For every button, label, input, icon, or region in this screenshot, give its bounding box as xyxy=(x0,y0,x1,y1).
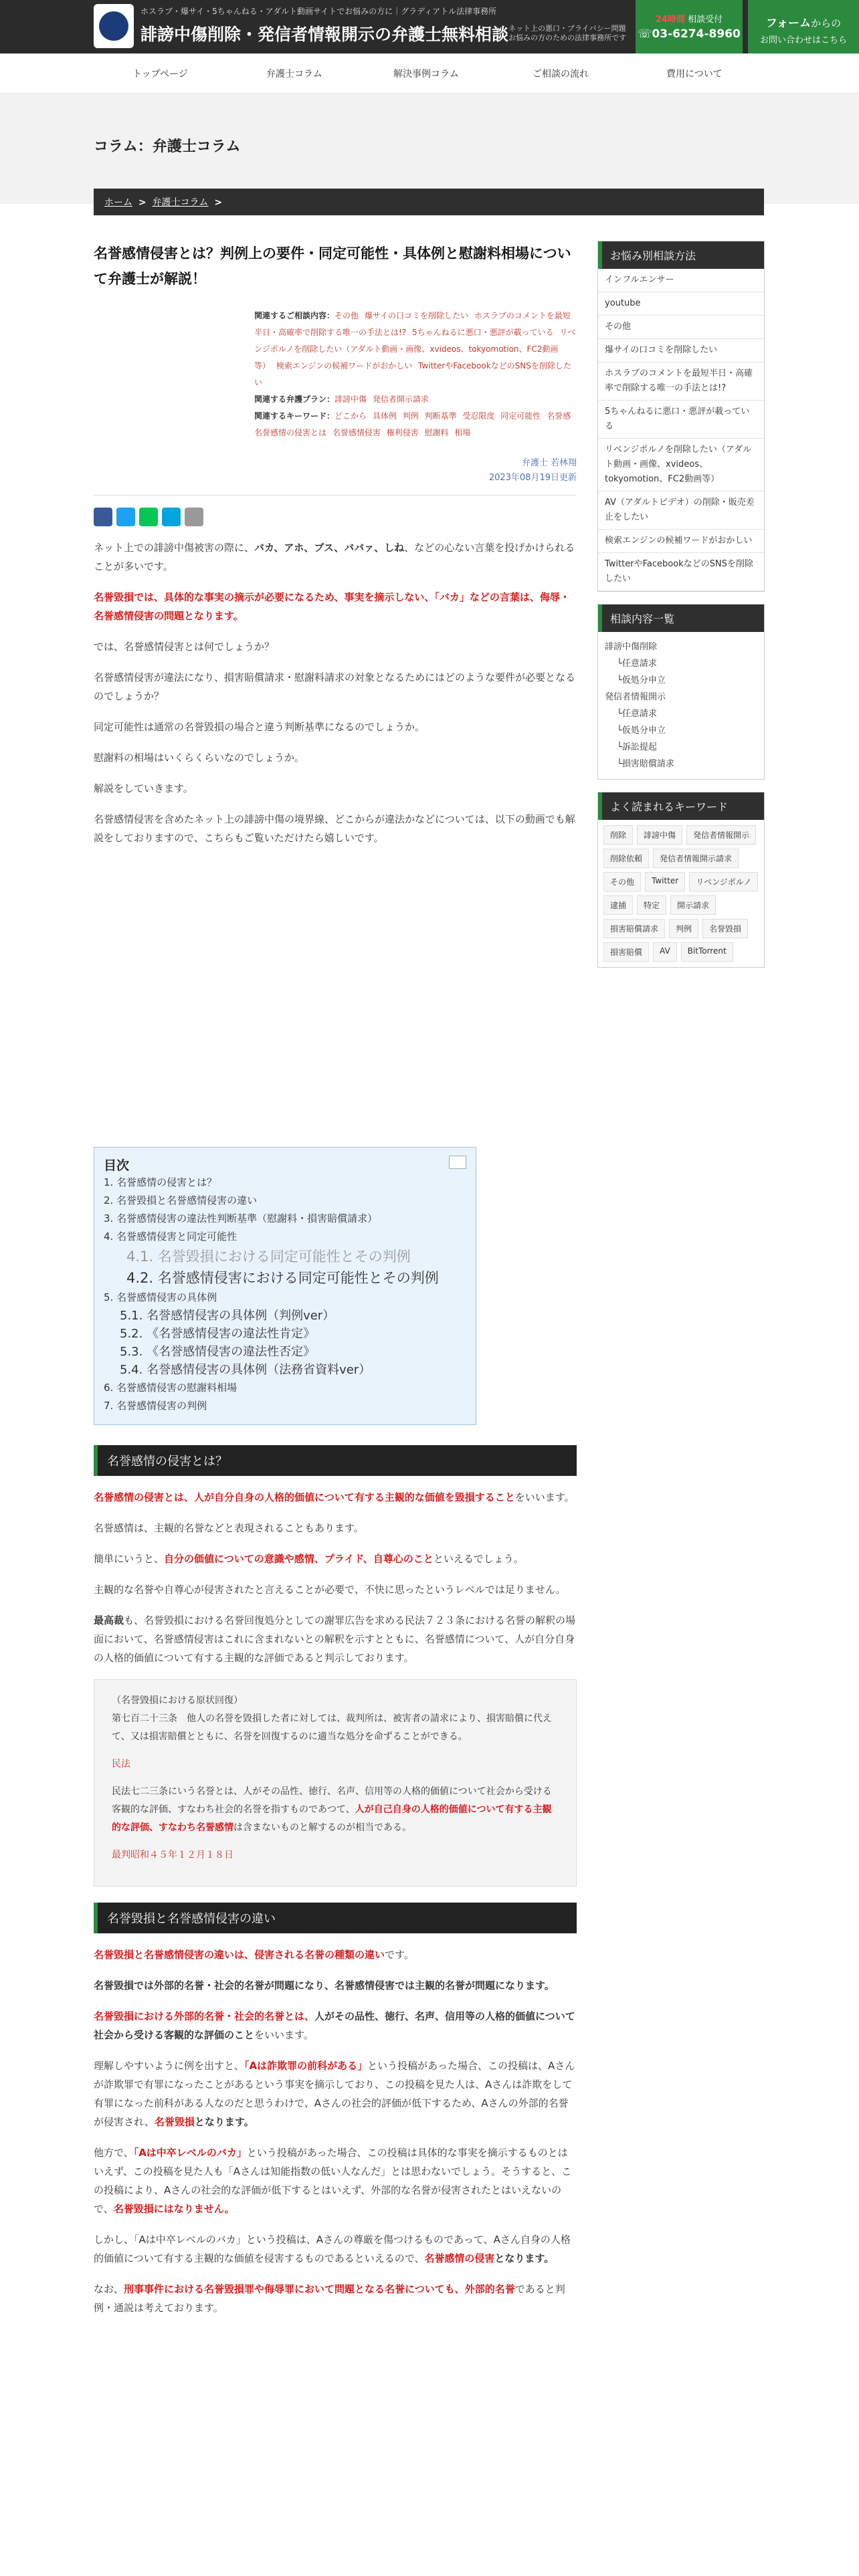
quote-source-link[interactable]: 民法 xyxy=(112,1759,130,1769)
breadcrumb xyxy=(94,189,764,215)
related-keywords-label: 関連するキーワード： xyxy=(254,411,335,421)
intro-paragraph xyxy=(94,668,577,706)
crest-icon xyxy=(99,11,128,41)
s2-p3-tail: をいいます。 xyxy=(254,2029,314,2041)
related-consult-link[interactable]: 検索エンジンの候補ワードがおかしい xyxy=(276,361,413,370)
s2-paragraph-1 xyxy=(94,1945,577,1964)
sidebar-worry-link[interactable]: TwitterやFacebookなどのSNSを削除したい xyxy=(598,553,764,591)
author-info xyxy=(94,456,577,486)
legal-quote xyxy=(94,1679,577,1887)
s1-paragraph-4: 主観的な名誉や自尊心が侵害されたと言えることが必要で、不快に思ったというレベルでは足りません。 xyxy=(94,1584,566,1596)
related-keyword-link[interactable]: どこから xyxy=(335,411,367,421)
sidebar-keywords-title: よく読まれるキーワード xyxy=(598,792,764,820)
s2-p4-emphasis-2: 名誉毀損 xyxy=(154,2116,195,2128)
hatena-bookmark-icon[interactable] xyxy=(162,508,181,526)
article-title: 名誉感情侵害とは？判例上の要件・同定可能性・具体例と慰謝料相場について弁護士が解説！ xyxy=(94,245,571,287)
related-keyword-link[interactable]: 相場 xyxy=(454,428,471,437)
related-keyword-link[interactable]: 慰謝料 xyxy=(424,428,449,437)
page-heading: コラム：弁護士コラム xyxy=(94,138,241,155)
phone-cta-button[interactable] xyxy=(636,0,743,53)
intro-text-a: 慰謝料の相場はいくらくらいなのでしょうか。 xyxy=(94,752,305,764)
keyword-tag[interactable]: 特定 xyxy=(637,895,666,915)
quote-heading: （名誉毀損における原状回復） xyxy=(112,1695,243,1706)
sidebar-worry-link[interactable]: ホスラブのコメントを最短半日・高確率で削除する唯一の手法とは!? xyxy=(598,362,764,401)
toc-item[interactable]: 5.1. 名誉感情侵害の具体例（判例ver） xyxy=(120,1309,335,1323)
keyword-tag[interactable]: 名誉毀損 xyxy=(702,919,748,938)
sidebar-worry-link[interactable]: AV（アダルトビデオ）の削除・販売差止をしたい xyxy=(598,492,764,530)
sidebar-categories-title: 相談内容一覧 xyxy=(598,605,764,632)
toc-item[interactable]: 5. 名誉感情侵害の具体例 xyxy=(104,1291,217,1303)
keyword-tag[interactable]: 削除依頼 xyxy=(603,849,649,868)
intro-paragraph xyxy=(94,538,577,576)
s2-p5-a: 他方で、 xyxy=(94,2147,134,2159)
intro-text-a: では、名誉感情侵害とは何でしょうか？ xyxy=(94,641,275,653)
toc-item[interactable]: 6. 名誉感情侵害の慰謝料相場 xyxy=(104,1382,237,1394)
related-keyword-link[interactable]: 判断基準 xyxy=(424,411,457,421)
intro-text-b: 、などの心ない言葉を投げかけられることが多いです。 xyxy=(94,542,575,572)
phone-number: ☏03-6274-8960 xyxy=(638,27,741,41)
sidebar-category-link[interactable]: 発信者情報開示 xyxy=(605,692,666,702)
toc-toggle-button[interactable] xyxy=(449,1156,466,1169)
s2-p3-bold: 人がその品性、徳行、名声、信用等の人格的価値について社会から受ける客観的な評価のこと xyxy=(94,2010,575,2041)
intro-paragraph xyxy=(94,637,577,656)
related-plan-link[interactable]: 誹謗中傷 xyxy=(335,395,367,404)
sidebar-worries-title: お悩み別相談方法 xyxy=(598,241,764,269)
s1-paragraph-3 xyxy=(94,1549,577,1568)
nav-item-column[interactable]: 弁護士コラム xyxy=(266,69,322,80)
divider xyxy=(94,495,577,496)
related-consult xyxy=(254,308,577,391)
page-heading-band xyxy=(0,94,859,204)
email-share-icon[interactable] xyxy=(185,508,203,526)
s2-p4-c: となります。 xyxy=(194,2116,254,2128)
related-consult-link[interactable]: 5ちゃんねるに悪口・悪評が載っている xyxy=(412,328,554,337)
related-keywords xyxy=(254,408,577,441)
breadcrumb-current[interactable]: 弁護士コラム xyxy=(152,197,209,208)
quote-judgment-a: 民法七二三条にいう名誉とは、人がその品性、徳行、名声、信用等の人格的価値について社会から受ける客観的な評価、すなわち社会的名誉を指すものであつて、 xyxy=(112,1786,552,1815)
s1-p1-emphasis: 名誉感情の侵害とは、人が自分自身の人格的価値について有する主観的な価値を毀損すること xyxy=(94,1491,515,1503)
sidebar-category-link[interactable]: └訴訟提起 xyxy=(617,742,657,752)
sidebar-category-link[interactable]: └仮処分申立 xyxy=(617,726,666,736)
keyword-tag[interactable]: 損害賠償 xyxy=(603,942,649,962)
sidebar-worry-link[interactable]: リベンジポルノを削除したい（アダルト動画・画像、xvideos、tokyomotion、FC2動画等） xyxy=(598,439,764,492)
keyword-tag[interactable]: その他 xyxy=(603,872,641,891)
sidebar-worry-link[interactable]: インフルエンサー xyxy=(598,269,764,292)
keyword-tag[interactable]: 逮捕 xyxy=(603,895,633,915)
s2-paragraph-3 xyxy=(94,2007,577,2044)
contact-form-button[interactable] xyxy=(748,0,859,53)
sidebar-category-link[interactable]: └仮処分申立 xyxy=(617,675,666,685)
s1-p3-a: 簡単にいうと、 xyxy=(94,1553,165,1565)
description-line2: お悩みの方のための法律事務所です xyxy=(508,33,626,42)
related-keyword-link[interactable]: 判例 xyxy=(402,411,419,421)
updated-date: 2023年08月19日更新 xyxy=(488,473,577,483)
author-name[interactable]: 弁護士 若林翔 xyxy=(521,458,577,468)
intro-text-a: 解説をしていきます。 xyxy=(94,782,193,794)
keyword-tag[interactable]: 開示請求 xyxy=(670,895,716,915)
related-plan-label: 関連する弁護プラン： xyxy=(254,395,335,404)
toc-item[interactable]: 1. 名誉感情の侵害とは？ xyxy=(104,1176,217,1188)
related-keyword-link[interactable]: 権利侵害 xyxy=(386,428,419,437)
s2-p4-a: 理解しやすいように例を出すと、 xyxy=(94,2060,245,2072)
s2-p5-b: という投稿があった場合、この投稿は具体的な事実を摘示するものとはいえず、この投稿を見た人も「Aさんは知能指数の低い人なんだ」とは思わないでしょう。そうすると、この投稿により、Aさんの社会的な評価が低下するとはいえず、外部的な名誉が侵害されたとはいえないので、 xyxy=(94,2147,572,2215)
breadcrumb-sep: > xyxy=(138,197,147,208)
s2-p5-emphasis-2: 名誉毀損にはなりません。 xyxy=(113,2203,235,2215)
sidebar-keywords xyxy=(597,792,765,968)
related-keyword-link[interactable]: 同定可能性 xyxy=(500,411,541,421)
section-heading-1: 名誉感情の侵害とは？ xyxy=(94,1445,577,1476)
phone-label-text: 相談受付 xyxy=(688,15,723,25)
keyword-tag[interactable]: 発信者情報開示 xyxy=(686,825,756,845)
intro-bold: バカ、アホ、ブス、ババァ、しね xyxy=(254,542,405,554)
nav-item-flow[interactable]: ご相談の流れ xyxy=(533,69,589,80)
header-description xyxy=(508,24,626,43)
related-plan-link[interactable]: 発信者開示請求 xyxy=(372,395,429,404)
s2-paragraph-7 xyxy=(94,2280,577,2317)
quote-case-link[interactable]: 最判昭和４５年１２月１８日 xyxy=(112,1850,233,1860)
s2-p3-emphasis: 名誉毀損における外部的名誉・社会的名誉とは、 xyxy=(94,2010,315,2022)
s2-p4-emphasis: 「Aは詐欺罪の前科がある」 xyxy=(244,2060,368,2072)
toc-item[interactable]: 5.4. 名誉感情侵害の具体例（法務省資料ver） xyxy=(120,1363,371,1377)
toc-list xyxy=(104,1174,466,1415)
sidebar-keywords-list xyxy=(598,820,764,967)
keyword-tag[interactable]: 削除 xyxy=(603,825,633,845)
form-label: からの xyxy=(811,17,842,29)
toc-item[interactable]: 4. 名誉感情侵害と同定可能性 xyxy=(104,1230,237,1243)
global-nav xyxy=(0,53,859,94)
keyword-tag[interactable]: BitTorrent xyxy=(681,942,733,962)
quote-judgment xyxy=(112,1783,559,1837)
toc-item[interactable]: 2. 名誉毀損と名誉感情侵害の違い xyxy=(104,1194,258,1206)
quote-judgment-b: は含まないものと解するのが相当である。 xyxy=(233,1822,411,1833)
intro-text-a: 名誉感情侵害を含めたネット上の誹謗中傷の境界線、どこからが違法かなどについては、以下の動画でも解説をしておりますので、こちらもご覧いただけたら嬉しいです。 xyxy=(94,813,575,844)
toc-item[interactable]: 4.1. 名誉毀損における同定可能性とその判例 xyxy=(126,1249,411,1265)
s2-p6-b: となります。 xyxy=(494,2252,555,2264)
quote-judgment-emphasis: 人が自己自身の人格的価値について有する主観的な評価、すなわち名誉感情 xyxy=(112,1804,552,1833)
line-share-icon[interactable] xyxy=(139,508,158,526)
intro-text xyxy=(94,538,577,847)
s1-paragraph-1 xyxy=(94,1488,577,1507)
s1-p3-emphasis: 自分の価値についての意識や感情、プライド、自尊心のこと xyxy=(164,1553,434,1565)
sidebar-worry-link[interactable]: 5ちゃんねるに悪口・悪評が載っている xyxy=(598,401,764,439)
sidebar-worry-link[interactable]: youtube xyxy=(598,292,764,316)
sidebar-worry-link[interactable]: 検索エンジンの候補ワードがおかしい xyxy=(598,530,764,553)
related-keyword-link[interactable]: 名誉感 xyxy=(547,411,571,421)
keyword-tag[interactable]: 損害賠償請求 xyxy=(603,919,665,938)
related-consult-link[interactable]: ホスラブのコメントを最短半日・高確率で削除する唯一の手法とは!? xyxy=(254,311,571,337)
intro-text-a: ネット上での誹謗中傷被害の際に、 xyxy=(94,542,255,554)
toc-title: 目次 xyxy=(104,1158,130,1173)
keyword-tag[interactable]: リベンジポルノ xyxy=(689,872,758,891)
s2-p7-a: なお、 xyxy=(94,2283,124,2295)
keyword-tag[interactable]: AV xyxy=(653,942,677,962)
sidebar-category-link[interactable]: └任意請求 xyxy=(617,709,657,719)
s1-p5-bold: 最高裁 xyxy=(94,1614,124,1626)
sidebar xyxy=(597,241,765,980)
facebook-share-icon[interactable] xyxy=(94,508,112,526)
phone-label-red: 24時間 xyxy=(655,15,685,25)
s2-p7-emphasis: 刑事事件における名誉毀損罪や侮辱罪において問題となる名誉についても、外部的名誉 xyxy=(124,2283,515,2295)
intro-emphasis: 名誉毀損では、具体的な事実の摘示が必要になるため、事実を摘示しない、「バカ」などの言葉は、侮辱・名誉感情侵害の問題となります。 xyxy=(94,591,570,622)
s2-p1-emphasis: 名誉毀損と名誉感情侵害の違いは、侵害される名誉の種類の違い xyxy=(94,1949,385,1961)
phone-number-text: 03-6274-8960 xyxy=(652,27,741,41)
sidebar-category-link[interactable]: 誹謗中傷削除 xyxy=(605,642,658,652)
toc-item[interactable]: 4.2. 名誉感情侵害における同定可能性とその判例 xyxy=(126,1270,439,1286)
intro-paragraph xyxy=(94,810,577,847)
related-consult-link[interactable]: リベンジポルノを削除したい（アダルト動画・画像、xvideos、tokyomotion、FC2動画等） xyxy=(254,328,576,370)
nav-item-fees[interactable]: 費用について xyxy=(666,69,723,80)
toc-item[interactable]: 5.3. 《名誉感情侵害の違法性否定》 xyxy=(120,1345,316,1359)
site-title[interactable]: 誹謗中傷削除・発信者情報開示の弁護士無料相談 xyxy=(140,25,509,44)
breadcrumb-home[interactable]: ホーム xyxy=(104,197,132,208)
related-consult-link[interactable]: その他 xyxy=(335,311,359,320)
s2-paragraph-6 xyxy=(94,2230,577,2268)
site-logo[interactable] xyxy=(94,4,134,48)
nav-item-top[interactable]: トップページ xyxy=(132,69,188,80)
table-of-contents xyxy=(94,1147,476,1425)
toc-item[interactable]: 7. 名誉感情侵害の判例 xyxy=(104,1400,207,1412)
related-consult-link[interactable]: 爆サイの口コミを削除したい xyxy=(364,311,469,320)
sidebar-category-link[interactable]: └任意請求 xyxy=(617,659,657,669)
keyword-tag[interactable]: 判例 xyxy=(669,919,698,938)
sidebar-worry-link[interactable]: その他 xyxy=(598,316,764,339)
twitter-share-icon[interactable] xyxy=(116,508,135,526)
keyword-tag[interactable]: Twitter xyxy=(645,872,685,891)
sidebar-worry-link[interactable]: 爆サイの口コミを削除したい xyxy=(598,339,764,362)
related-consult-link[interactable]: TwitterやFacebookなどのSNSを削除したい xyxy=(254,361,571,387)
intro-paragraph xyxy=(94,748,577,767)
breadcrumb-sep2: > xyxy=(214,197,223,208)
nav-item-cases[interactable]: 解決事例コラム xyxy=(393,69,459,80)
related-info xyxy=(94,308,577,441)
article xyxy=(94,241,577,2329)
s2-p6-a: しかし、「Aは中卒レベルのバカ」という投稿は、Aさんの尊厳を傷つけるものであって、Aさん自身の人格的価値について有する主観的な価値を侵害するものであるといえるので、 xyxy=(94,2234,571,2264)
s2-p4-b: という投稿があった場合、この投稿は、Aさんが詐欺罪で有罪になったことがあるという事実を摘示しており、この投稿を見た人は、Aさんは詐欺をして有罪になった前科がある人なのだと思うわけで、Aさんの社会的評価が低下するため、Aさんの外部的名誉が侵害され、 xyxy=(94,2060,575,2128)
sidebar-categories xyxy=(597,604,765,780)
related-plan xyxy=(254,391,577,408)
s2-paragraph-4 xyxy=(94,2056,577,2131)
intro-text-a: 名誉感情侵害が違法になり、損害賠償請求・慰謝料請求の対象となるためにはどのような要件が必要となるのでしょうか？ xyxy=(94,671,576,702)
section-heading-2: 名誉毀損と名誉感情侵害の違い xyxy=(94,1903,577,1933)
intro-paragraph xyxy=(94,718,577,736)
phone-label xyxy=(636,12,743,25)
s2-p7-b: であると判例・通説は考えております。 xyxy=(94,2283,565,2314)
intro-paragraph xyxy=(94,779,577,798)
related-consult-label: 関連するご相談内容： xyxy=(254,311,335,320)
s1-paragraph-2: 名誉感情は、主観的名誉などと表現されることもあります。 xyxy=(94,1522,364,1534)
sidebar-worries-list xyxy=(598,269,764,591)
s1-paragraph-5 xyxy=(94,1611,577,1667)
related-keyword-link[interactable]: 名誉感情侵害 xyxy=(332,428,381,437)
related-keyword-link[interactable]: 名誉感情の侵害とは xyxy=(254,428,327,437)
related-keyword-link[interactable]: 受忍限度 xyxy=(462,411,495,421)
intro-paragraph xyxy=(94,588,577,625)
toc-item[interactable]: 5.2. 《名誉感情侵害の違法性肯定》 xyxy=(120,1327,316,1341)
sidebar-worries xyxy=(597,241,765,592)
quote-article: 第七百二十三条 他人の名誉を毀損した者に対しては、裁判所は、被害者の請求により、損害賠償に代えて、又は損害賠償とともに、名誉を回復するのに適当な処分を命ずることができる。 xyxy=(112,1713,552,1742)
s2-p1-tail: です。 xyxy=(385,1949,414,1961)
keyword-tag[interactable]: 発信者情報開示請求 xyxy=(653,849,739,868)
intro-text-a: 同定可能性は通常の名誉毀損の場合と違う判断基準になるのでしょうか。 xyxy=(94,721,425,733)
share-buttons xyxy=(94,508,577,526)
description-line1: ネット上の悪口・プライバシー問題 xyxy=(508,24,626,33)
keyword-tag[interactable]: 誹謗中傷 xyxy=(637,825,682,845)
s1-p1-tail: をいいます。 xyxy=(514,1491,575,1503)
form-sub-label: お問い合わせはこちら xyxy=(759,35,847,45)
s2-p5-emphasis: 「Aは中卒レベルのバカ」 xyxy=(133,2147,247,2159)
s1-p3-b: といえるでしょう。 xyxy=(433,1553,524,1565)
s2-paragraph-5 xyxy=(94,2143,577,2218)
site-header xyxy=(0,0,859,53)
s2-p6-emphasis: 名誉感情の侵害 xyxy=(424,2252,495,2264)
s1-p5-text: も、名誉毀損における名誉回復処分としての謝罪広告を求める民法７２３条における名誉の解釈の場面において、名誉感情侵害はこれに含まれないとの解釈を示すとともに、名誉感情について、人が自分自身の人格的価値について有する主観的な評価であると判示しております。 xyxy=(94,1614,576,1664)
header-tagline: ホスラブ・爆サイ・5ちゃんねる・アダルト動画サイトでお悩みの方に｜グラディアトル法律事務所 xyxy=(140,7,497,16)
form-label-bold: フォーム xyxy=(765,17,812,30)
related-keyword-link[interactable]: 具体例 xyxy=(372,411,397,421)
sidebar-category-link[interactable]: └損害賠償請求 xyxy=(617,759,674,769)
s2-paragraph-2: 名誉毀損では外部的名誉・社会的名誉が問題になり、名誉感情侵害では主観的名誉が問題になります。 xyxy=(94,1979,555,1992)
sidebar-categories-list xyxy=(598,632,764,779)
toc-item[interactable]: 3. 名誉感情侵害の違法性判断基準（慰謝料・損害賠償請求） xyxy=(104,1212,378,1224)
